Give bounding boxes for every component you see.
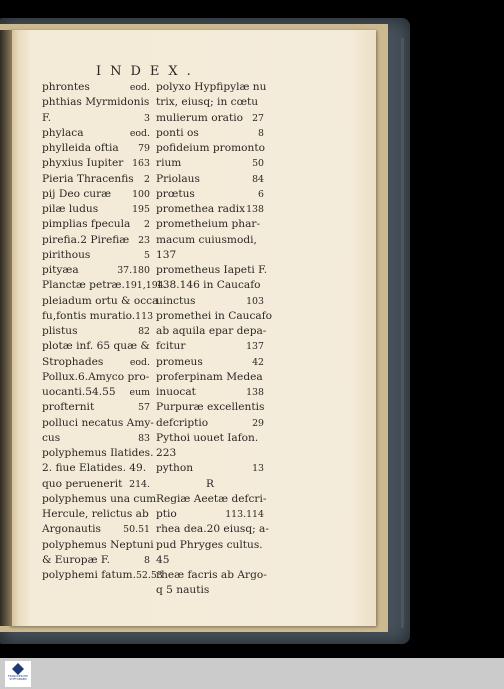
index-entry-text: uinctus — [156, 294, 196, 307]
index-entry-text: pimplias fpecula — [42, 218, 131, 231]
index-entry-reference: 42 — [252, 356, 264, 368]
index-entry-text: phylaca — [42, 126, 84, 139]
index-entry — [42, 522, 150, 537]
index-entry — [156, 263, 268, 278]
index-entry — [42, 538, 154, 553]
index-entry-text: cus — [42, 431, 61, 444]
index-entry-reference: 137 — [246, 341, 264, 353]
index-entry-reference: 163 — [132, 158, 150, 170]
index-entry-text: 138.146 in Caucafo — [156, 279, 261, 292]
index-entry — [42, 431, 150, 446]
index-entry — [156, 507, 264, 522]
stiftungen-emblem-icon — [12, 663, 24, 675]
index-entry — [42, 553, 150, 568]
index-entry-reference: 2 — [144, 173, 150, 185]
index-entry-text: inuocat — [156, 386, 196, 398]
index-entry — [156, 370, 264, 385]
index-entry-text: rium — [156, 157, 182, 170]
page-gutter-shadow — [0, 30, 12, 626]
index-entry-reference: 214. — [129, 478, 150, 490]
index-entry-text: promethea radix — [156, 203, 246, 215]
index-entry — [42, 172, 150, 187]
index-entry-text: plistus — [42, 325, 78, 337]
index-entry-text: profternit — [42, 401, 95, 414]
index-entry-text: polyphemus una cum — [42, 492, 157, 505]
index-entry — [42, 477, 150, 492]
index-entry-text: prometheus Iapeti F. — [156, 264, 268, 276]
index-entry-reference: 84 — [252, 173, 264, 185]
index-entry-text: macum cuiusmodi, — [156, 233, 257, 246]
index-entry — [156, 156, 264, 171]
index-entry-text: pud Phryges cultus. — [156, 538, 263, 551]
index-entry-text: plotæ inf. 65 quæ & — [42, 340, 150, 353]
index-entry-reference: 138 — [246, 387, 264, 398]
index-entry — [156, 248, 264, 263]
index-entry — [42, 461, 150, 476]
index-entry-reference: 100 — [132, 188, 150, 200]
index-entry-text: Planctæ petræ. — [42, 279, 125, 292]
index-entry-reference: 27 — [252, 112, 264, 124]
index-entry-reference: 191,194. — [124, 280, 167, 292]
index-entry-reference: eod. — [129, 127, 150, 139]
index-entry — [156, 583, 264, 598]
index-entry — [42, 111, 150, 126]
index-entry-text: proferpinam Medea — [156, 370, 263, 383]
index-entry-text: promethei in Caucafo — [156, 309, 273, 322]
index-entry — [156, 95, 264, 110]
index-entry-reference: 8 — [144, 554, 150, 566]
index-entry-reference: 83 — [138, 432, 150, 444]
index-entry-text: F. — [42, 111, 52, 124]
index-entry-reference: 13 — [252, 463, 264, 475]
index-entry-text: polyphemus Neptuni — [42, 538, 154, 551]
index-entry-text: prometheium phar- — [156, 218, 261, 231]
index-entry — [156, 492, 267, 507]
index-entry — [42, 126, 150, 141]
index-entry — [156, 324, 267, 339]
index-entry-reference: 52.53 — [135, 570, 163, 581]
index-entry — [42, 370, 150, 385]
index-entry-text: prœtus — [156, 187, 195, 200]
index-entry-reference: 29 — [252, 417, 264, 429]
index-entry — [156, 202, 264, 217]
index-entry-text: ptio — [156, 508, 177, 520]
index-entry-text: rhea dea.20 eiusq; a- — [156, 523, 269, 536]
index-entry-text: pofideium promonto — [156, 142, 266, 154]
index-entry-text: pityæa — [42, 264, 79, 276]
index-entry — [42, 385, 150, 400]
index-entry-text: 45 — [156, 553, 170, 566]
index-entry-text: q 5 nautis — [156, 584, 210, 597]
index-entry — [156, 522, 269, 537]
index-entry — [156, 126, 264, 141]
index-entry — [42, 248, 150, 263]
index-entry — [156, 416, 264, 431]
index-entry-text: ab aquila epar depa- — [156, 325, 267, 337]
index-entry-text: Argonautis — [42, 523, 101, 536]
index-entry — [156, 187, 264, 202]
index-entry-text: 137 — [156, 248, 177, 261]
index-entry-text: polyphemi fatum. — [42, 569, 136, 581]
index-entry-reference: 57 — [138, 402, 150, 414]
index-entry — [42, 80, 150, 95]
index-entry — [42, 141, 150, 156]
index-entry-text: pirefia.2 Pirefiæ — [42, 233, 130, 246]
index-entry-reference: eum — [129, 387, 150, 398]
index-entry — [156, 355, 264, 370]
index-entry — [42, 156, 150, 171]
index-entry — [156, 172, 264, 187]
index-entry — [42, 446, 154, 461]
index-entry — [156, 568, 267, 583]
index-entry-reference: 103 — [246, 295, 264, 307]
index-entry-reference: 2 — [144, 219, 150, 231]
index-entry-text: Hercule, relictus ab — [42, 508, 149, 520]
index-entry-reference: 50 — [252, 158, 264, 170]
logo-wordmark: FRANCKESCHE STIFTUNGEN — [8, 674, 28, 682]
index-entry — [42, 324, 150, 339]
index-entry — [156, 233, 264, 248]
index-entry-text: pirithous — [42, 248, 91, 261]
index-entry-text: & Europæ F. — [42, 553, 110, 566]
index-entry — [42, 278, 167, 293]
index-entry — [156, 278, 264, 293]
index-entry-reference: 82 — [138, 326, 150, 337]
index-entry — [156, 477, 264, 492]
index-entry-reference: 138 — [246, 204, 264, 215]
index-entry-text: 223 — [156, 447, 177, 459]
index-entry — [156, 80, 267, 95]
index-entry-reference: 3 — [144, 112, 150, 124]
index-entry — [42, 416, 154, 431]
index-entry-text: Regiæ Aeetæ defcri- — [156, 492, 267, 505]
index-entry-text: pij Deo curæ — [42, 187, 112, 200]
index-entry-text: uocanti.54.55 — [42, 386, 116, 398]
index-entry-text: Pythoi uouet Iafon. — [156, 431, 259, 444]
index-entry-text: promeus — [156, 355, 203, 368]
page-header-index: INDEX. — [96, 64, 200, 79]
index-entry — [156, 217, 264, 232]
viewer-footer-bar — [0, 658, 504, 689]
index-entry — [42, 492, 157, 507]
index-entry-text: quo peruenerit — [42, 477, 123, 490]
index-entry-reference: 8 — [258, 127, 264, 139]
index-entry — [156, 111, 264, 126]
index-entry-text: pleiadum ortu & occa — [42, 294, 159, 307]
index-entry — [42, 202, 150, 217]
index-entry-text: phthias Myrmidonis — [42, 96, 150, 109]
index-entry-text: 2. fiue Elatides. 49. — [42, 462, 147, 475]
index-entry-text: Pieria Thracenfis — [42, 172, 134, 185]
index-entry-reference: 37.180 — [117, 265, 150, 276]
index-entry — [42, 355, 150, 370]
index-entry-text: pilæ ludus — [42, 203, 99, 215]
index-entry — [42, 568, 163, 583]
index-entry — [42, 187, 150, 202]
index-entry-text: rheæ facris ab Argo- — [156, 569, 267, 581]
index-entry-reference: 113 — [135, 310, 154, 322]
index-entry-reference: 23 — [138, 234, 150, 246]
index-entry-text: trix, eiusq; in cœtu — [156, 96, 259, 109]
index-entry-text: defcriptio — [156, 416, 209, 429]
franckesche-stiftungen-logo[interactable] — [5, 661, 31, 687]
index-entry — [42, 95, 150, 110]
index-entry-reference: 5 — [144, 249, 150, 261]
index-entry-reference: 79 — [138, 143, 150, 154]
index-entry — [42, 233, 150, 248]
index-entry — [42, 263, 150, 278]
index-entry — [156, 294, 264, 309]
index-entry — [156, 309, 273, 324]
index-entry — [156, 400, 264, 415]
index-entry-text: polyxo Hypfipylæ nu — [156, 81, 267, 93]
index-entry — [156, 339, 264, 354]
index-entry — [156, 461, 264, 476]
index-entry-text: ponti os — [156, 126, 199, 139]
index-entry-text: Priolaus — [156, 172, 200, 185]
index-entry-text: phylleida oftia — [42, 142, 119, 154]
index-entry — [156, 431, 264, 446]
index-entry-text: polluci necatus Amy- — [42, 416, 154, 429]
index-entry — [156, 385, 264, 400]
index-entry-reference: 113.114 — [225, 509, 264, 520]
index-entry-reference: eod. — [129, 82, 150, 93]
index-entry — [156, 538, 264, 553]
index-entry — [42, 507, 150, 522]
index-entry — [156, 553, 264, 568]
index-entry-text: fcitur — [156, 340, 186, 353]
index-entry — [42, 294, 159, 309]
index-entry-text: polyphemus Ilatides. — [42, 447, 154, 459]
index-entry — [42, 309, 154, 324]
index-entry-text: python — [156, 462, 194, 475]
index-entry-reference: 50.51 — [123, 524, 150, 536]
index-entry-text: Purpuræ excellentis — [156, 401, 265, 414]
index-entry-text: Strophades — [42, 355, 104, 368]
index-entry-text: Pollux.6.Amyco pro- — [42, 370, 150, 383]
index-entry — [42, 400, 150, 415]
index-entry-reference: 195 — [132, 204, 150, 215]
index-column-right — [156, 80, 273, 599]
index-entry-text: phrontes — [42, 81, 90, 93]
index-entry-text: mulierum oratio — [156, 111, 243, 124]
index-entry-text: R — [206, 477, 214, 490]
index-entry — [156, 446, 264, 461]
index-entry — [42, 339, 150, 354]
index-entry-text: fu,fontis muratio. — [42, 309, 136, 322]
index-entry-reference: 6 — [258, 188, 264, 200]
index-entry — [42, 217, 150, 232]
index-entry-reference: eod. — [129, 356, 150, 368]
index-entry-text: phyxius Iupiter — [42, 157, 124, 170]
index-entry — [156, 141, 264, 156]
